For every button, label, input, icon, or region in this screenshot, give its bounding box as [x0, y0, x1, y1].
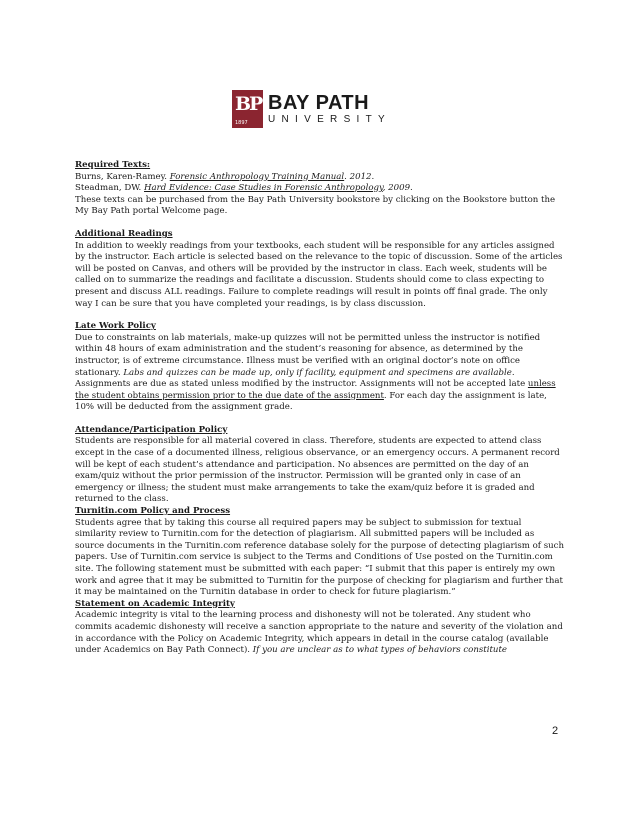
attendance-heading: Attendance/Participation Policy [75, 424, 228, 435]
logo-mark-letters: BP [235, 93, 262, 115]
logo-mark-year: 1897 [235, 120, 248, 126]
book-title-1: Forensic Anthropology Training Manual [169, 171, 345, 182]
book-title-2: Hard Evidence: Case Studies in Forensic Anthropology [144, 183, 383, 194]
late-work-body: Due to constraints on lab materials, make-up quizzes will not be permitted unless the instructor is notified within 48 hours of exam administration and the student’s reasoning for absence, as determined by the instructor, is of extreme circumstance. Illness must be verified with an original doctor’s note on office stationary. Labs and quizzes can be made up, only if facility, equipment and specimens are available. Assignments are due as stated unless modified by the instructor. Assignments will not be accepted late unless the student obtains permission prior to the due date of the assignment. For each day the assignment is late, 10% will be deducted from the assignment grade. [75, 332, 556, 413]
university-logo [232, 89, 408, 129]
turnitin-heading: Turnitin.com Policy and Process [75, 506, 231, 517]
academic-integrity-body: Academic integrity is vital to the learning process and dishonesty will not be tolerated. Any student who commits academic dishonesty will receive a sanction appropriate to the nature and severity of the violation and in accordance with the Policy on Academic Integrity, which appears in detail in the course catalog (available under Academics on Bay Path Connect). If you are unclear as to what types of behaviors constitute [75, 610, 563, 656]
attendance-body: Students are responsible for all material covered in class. Therefore, students are expected to attend class except in the case of a documented illness, religious observance, or an emergency occurs. A permanent record will be kept of each student’s attendance and participation. No absences are permitted on the day of an exam/quiz without the prior permission of the instructor. Permission will be granted only in case of an emergency or illness; the student must make arrangements to take the exam/quiz before it is graded and returned to the class. [75, 436, 560, 505]
document-body [75, 160, 565, 657]
additional-readings-body: In addition to weekly readings from your textbooks, each student will be responsible for any articles assigned by the instructor. Each article is selected based on the relevance to the topic of discussion. Some of the articles will be posted on Canvas, and others will be provided by the instructor in class. Each week, students will be called on to summarize the readings and facilitate a discussion. Students should come to class expecting to present and discuss ALL readings. Failure to complete readings will result in points off final grade. The only way I can be sure that you have completed your readings, is by class discussion. [75, 240, 563, 309]
required-texts-heading: Required Texts: [75, 160, 151, 170]
logo-subtitle: UNIVERSITY [268, 113, 392, 125]
academic-integrity-heading: Statement on Academic Integrity [75, 598, 235, 609]
logo-name: BAY PATH [268, 91, 370, 114]
required-texts-body: These texts can be purchased from the Bay Path University bookstore by clicking on the Bookstore button the My Bay Path portal Welcome page. [75, 194, 556, 217]
required-text-2: Steadman, DW. Hard Evidence: Case Studies in Forensic Anthropology, 2009. [75, 183, 413, 194]
additional-readings-heading: Additional Readings [75, 228, 173, 239]
late-work-heading: Late Work Policy [75, 321, 156, 332]
required-text-1: Burns, Karen-Ramey. Forensic Anthropology Training Manual. 2012. [75, 171, 375, 182]
turnitin-body: Students agree that by taking this course all required papers may be subject to submission for textual similarity review to Turnitin.com for the detection of plagiarism. All submitted papers will be included as source documents in the Turnitin.com reference database solely for the purpose of detecting plagiarism of such papers. Use of Turnitin.com service is subject to the Terms and Conditions of Use posted on the Turnitin.com site. The following statement must be submitted with each paper: “I submit that this paper is entirely my own work and agree that it may be submitted to Turnitin for the purpose of checking for plagiarism and further that it may be maintained on the Turnitin database in order to check for future plagiarism.” [75, 517, 565, 598]
logo-mark [232, 90, 263, 128]
page-number: 2 [552, 725, 559, 737]
